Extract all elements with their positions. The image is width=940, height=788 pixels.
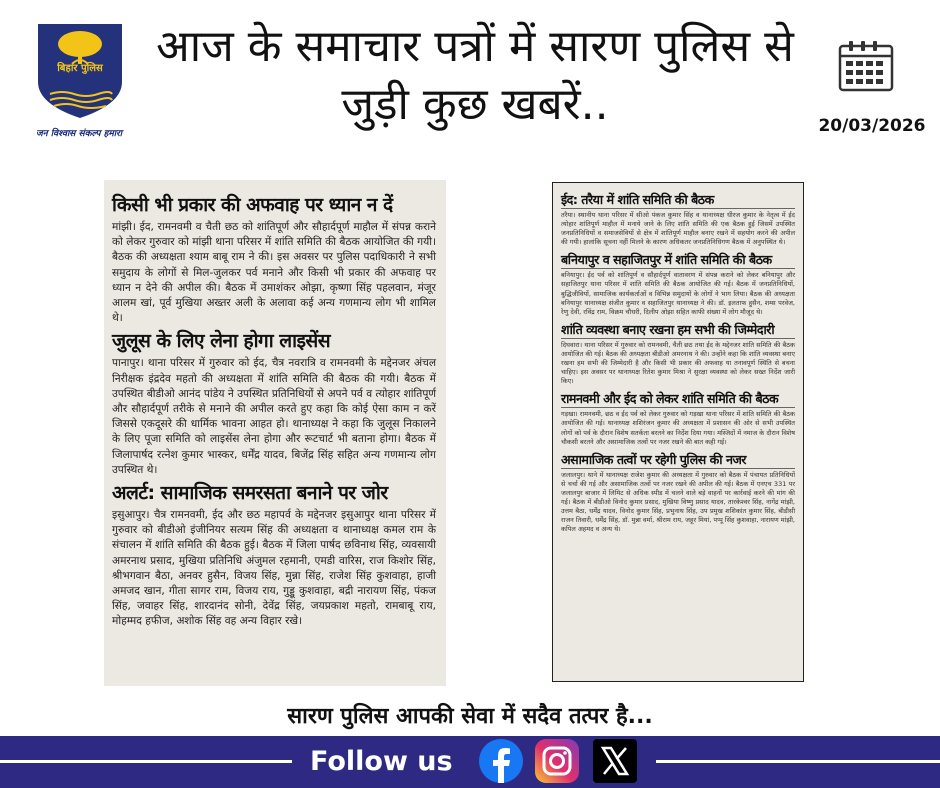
clipping-body: तरैया। स्थानीय थाना परिसर में सीओ पंकज कुमार सिंह व थानाध्यक्ष धीरज कुमार के नेतृत्व में ईद त्योहार शांतिपूर्ण माहौल में मनाये जाने के लिए शांति समिति की एक बैठक हुई जिसमें उपस्थित जनप्रतिनिधियों व समाजसेवियों से क्षेत्र में शांतिपूर्ण माहौल बनाए रखने में सहयोग करने की अपील की गयी। हालांकि सूचना नहीं मिलने के कारण अधिकतर जनप्रतिनिधिगण बैठक में अनुपस्थित थे। [561,211,795,247]
clipping-headline: ईद: तरैया में शांति समिति की बैठक [561,191,795,209]
clipping-body: गड़खा। रामनवमी, छठ व ईद पर्व को लेकर गुरुवार को गड़खा थाना परिसर में शांति समिति की बैठक आयोजित की गई। थानाध्यक्ष शशिरंजन कुमार की अध्यक्षता में प्रशासन की ओर से सभी उपस्थित लोगों को पर्व के दौरान विशेष सतर्कता बरतने का निर्देश दिया गया। मस्जिदों में नमाज के दौरान विशेष चौकसी बरतने और असामाजिक तत्वों पर नजर रखने की बात कही गई। [561,410,795,446]
clipping-body: इसुआपुर। चैत्र रामनवमी, ईद और छठ महापर्व के मद्देनजर इसुआपुर थाना परिसर में गुरुवार को बीडीओ इंजीनियर सत्यम सिंह की अध्यक्षता व थानाध्यक्ष कमल राम के संचालन में शांति समिति की बैठक हुई। बैठक में जिला पार्षद छविनाथ सिंह, व्यवसायी अमरनाथ प्रसाद, मुखिया प्रतिनिधि अंजुमल रहमानी, एमडी वारिस, राज किशोर सिंह, श्रीभगवान बैठा, अनवर हुसैन, विजय सिंह, मुन्ना सिंह, राजेश सिंह कुशवाहा, हाजी अमजद खान, गीता सागर राम, विजय राय, गुड्डू कुशवाहा, बद्री नारायण सिंह, पंकज सिंह, जवाहर सिंह, शारदानंद सोनी, देवेंद्र सिंह, जयप्रकाश महतो, रामबाबू राय, मोहम्मद हफीज, अशोक सिंह वह अन्य विहार रखे। [112,509,436,628]
clipping-headline: बनियापुर व सहाजितपुर में शांति समिति की बैठक [561,251,795,269]
page-headline: आज के समाचार पत्रों में सारण पुलिस से जुड़ी कुछ खबरें.. [156,21,794,130]
clipping-body: जलालपुर। थाने में थानाध्यक्ष राजेश कुमार की अध्यक्षता में गुरुवार को बैठक में पंचायत प्रतिनिधियों से चर्चा की गई और असामाजिक तत्वों पर नजर रखने की अपील की गई। बैठक में एनएच 331 पर जलालपुर बाजार में लिमिट से अधिक स्पीड में चलने वाले बड़े वाहनों पर कार्रवाई करने की मांग की गई। बैठक में बीडीओ विनोद कुमार प्रसाद, मुखिया विष्णु प्रसाद यादव, तारकेश्वर सिंह, नागेंद्र मांझी, उत्तम बैठा, धर्मेंद्र यादव, विनोद कुमार सिंह, प्रभुनाथ सिंह, उप प्रमुख शशिकांत कुमार सिंह, बीडीसी राजन तिवारी, धर्मेंद्र सिंह, डॉ. मुन्ना वर्मा, श्रीराम राय, जहूर मियां, पप्पू सिंह कुशवाहा, नारायण मांझी, कपिल अहमद व अन्य थे। [561,470,795,534]
clipping-body: बनियापुर। ईद पर्व को शांतिपूर्ण व सौहार्दपूर्ण वातावरण में संपन्न कराने को लेकर बनियापुर और सहाजितपुर थाना परिसर में शांति समिति की बैठक आयोजित की गई। बैठक में जनप्रतिनिधियों, बुद्धिजीवियों, सामाजिक कार्यकर्ताओं व विभिन्न समुदायों के लोगों ने भाग लिया। बैठक की अध्यक्षता बनियापुर थानाध्यक्ष संजीत कुमार व सहाजितपुर थानाध्यक्ष ने की। डॉ. इलताफ हुसैन, शम्स परवेज, रेणु देवी, रविंद्र राम, विक्रम चौधरी, दिलीप ओझा सहित काफी संख्या में लोग मौजूद थे। [561,271,795,316]
clipping-headline: असामाजिक तत्वों पर रहेगी पुलिस की नजर [561,451,795,469]
footer-slogan: सारण पुलिस आपकी सेवा में सदैव तत्पर है... [287,704,653,729]
logo-label: बिहार पुलिस [57,63,103,74]
follow-us-label: Follow us [310,746,453,777]
clipping-body: दिघवारा। थाना परिसर में गुरुवार को रामनवमी, चैती छठ तथा ईद के मद्देनजर शांति समिति की बैठक आयोजित की गई। बैठक की अध्यक्षता बीडीओ अमरनाथ ने की। उन्होंने कहा कि शांति व्यवस्था बनाए रखना हम सभी की जिम्मेदारी है और किसी भी प्रकार की अफवाह या तनावपूर्ण स्थिति से बचना चाहिए। इस अवसर पर थानाध्यक्ष रितेश कुमार मिश्रा ने सुरक्षा व्यवस्था को लेकर सख्त निर्देश जारी किए। [561,340,795,386]
calendar-icon [838,40,894,92]
clipping-body: मांझी। ईद, रामनवमी व चैती छठ को शांतिपूर्ण और सौहार्दपूर्ण माहौल में संपन्न कराने को लेकर गुरुवार को मांझी थाना परिसर में शांति समिति की बैठक आयोजित की गयी। बैठक की अध्यक्षता श्याम बाबू राम ने की। इस अवसर पर पुलिस पदाधिकारी ने सभी समुदाय के लोगों से मिल-जुलकर पर्व मनाने और किसी भी प्रकार की अफवाह पर ध्यान न देने की अपील की। बैठक में उमाशंकर ओझा, कृष्णा सिंह पहलवान, मंजूर आलम खां, पूर्व मुखिया अख्तर अली के अलावा कई अन्य गणमान्य लोग भी शामिल थे। [112,221,436,325]
news-clipping-right [552,182,804,682]
footer-divider-right [656,760,940,763]
tagline: जन विश्वास संकल्प हमारा [36,129,123,139]
facebook-icon[interactable] [478,738,524,784]
x-icon[interactable] [592,738,638,784]
instagram-icon[interactable] [534,738,580,784]
clipping-headline: किसी भी प्रकार की अफवाह पर ध्यान न दें [112,194,393,216]
clipping-headline: शांति व्यवस्था बनाए रखना हम सभी की जिम्मेदारी [561,321,795,339]
date-label: 20/03/2026 [818,116,926,136]
clipping-headline: जुलूस के लिए लेना होगा लाइसेंस [112,330,331,353]
clipping-headline: अलर्ट: सामाजिक समरसता बनाने पर जोर [112,482,388,505]
clipping-headline: रामनवमी और ईद को लेकर शांति समिति की बैठक [561,390,795,408]
footer-divider-left [0,760,292,763]
news-clipping-left [104,180,446,686]
clipping-body: पानापुर। थाना परिसर में गुरुवार को ईद, चैत्र नवरात्रि व रामनवमी के मद्देनजर अंचल निरीक्षक इंद्रदेव महतो की अध्यक्षता में शांति समिति की बैठक की गयी। बैठक में उपस्थित बीडीओ आनंद पांडेय ने उपस्थित प्रतिनिधियों से अपने पर्व व त्योहार शांतिपूर्ण और सौहार्दपूर्ण तरीके से मनाने की अपील करते हुए कहा कि कोई ऐसा काम न करें जिससे एकदूसरे की धार्मिक भावना आहत हो। थानाध्यक्ष ने कहा कि जुलूस निकालने के लिए पूजा समिति को लाइसेंस लेना होगा और रूटचार्ट भी बताना होगा। बैठक में जिलापार्षद रत्नेश कुमार भास्कर, धर्मेंद्र यादव, बिजेंद्र सिंह सहित अन्य गणमान्य लोग उपस्थित थे। [112,357,436,476]
